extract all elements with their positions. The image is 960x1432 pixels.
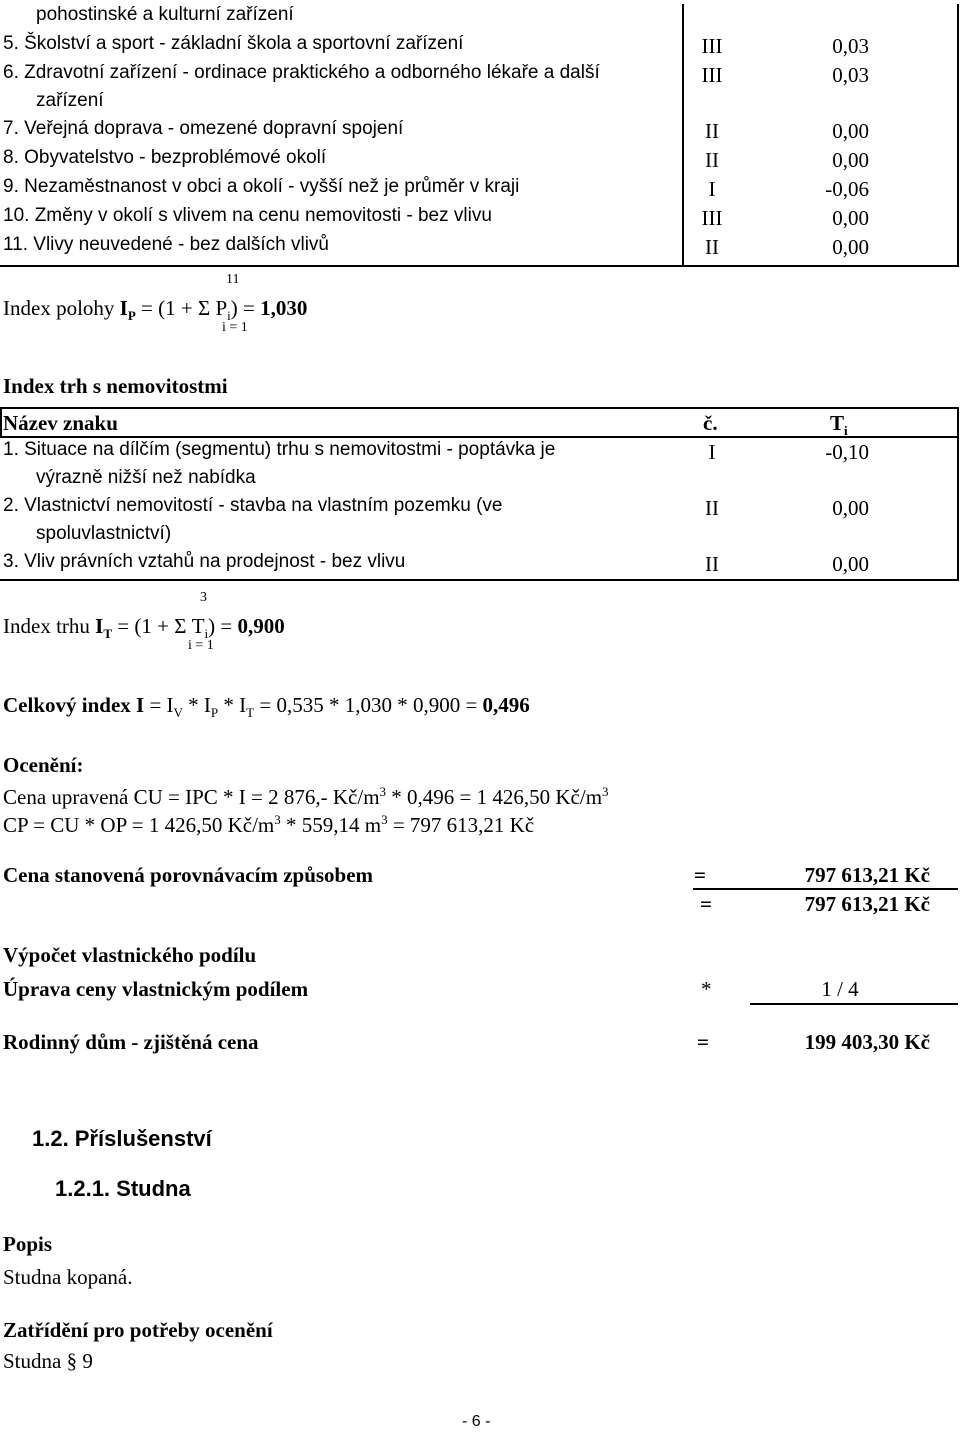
summary-value: 1 / 4 — [821, 977, 859, 1001]
oceneni-text: = 797 613,21 Kč — [387, 813, 535, 837]
popis-label: Popis — [3, 1232, 53, 1256]
formula-mid2: ) = — [230, 296, 261, 320]
market-row-name: 3. Vliv právních vztahů na prodejnost - bez vlivu — [3, 551, 406, 572]
oceneni-text: * 0,496 = 1 426,50 Kč/m — [386, 785, 603, 809]
sum-lower-limit: i = 1 — [188, 638, 214, 653]
superscript: 3 — [379, 784, 387, 799]
celkovy-part: * I — [182, 693, 211, 717]
oceneni-text: Cena upravená CU = IPC * I = 2 876,- Kč/m — [3, 785, 380, 809]
oceneni-line2 — [3, 812, 534, 838]
sum-upper-limit: 3 — [200, 590, 207, 605]
celkovy-part: = 0,535 * 1,030 * 0,900 = — [254, 693, 483, 717]
header-t-subscript: i — [844, 423, 848, 439]
market-row-name: 2. Vlastnictví nemovitostí - stavba na vlastním pozemku (ve — [3, 495, 503, 516]
summary-value: 199 403,30 Kč — [804, 1030, 930, 1054]
location-row-value: 0,00 — [832, 148, 869, 172]
section-heading: 1.2. Příslušenství — [32, 1126, 212, 1151]
oceneni-title: Ocenění: — [3, 753, 84, 777]
summary-value: 797 613,21 Kč — [804, 892, 930, 916]
index-trhu-text — [3, 614, 285, 642]
header-c: č. — [703, 411, 718, 435]
formula-p-subscript: i — [227, 308, 231, 324]
location-row-name: 10. Změny v okolí s vlivem na cenu nemovitosti - bez vlivu — [3, 205, 492, 226]
celkovy-label: Celkový index I — [3, 693, 145, 717]
location-row-name: 5. Školství a sport - základní škola a sportovní zařízení — [3, 33, 464, 54]
location-row-value: 0,00 — [832, 119, 869, 143]
index-trhu-value: 0,900 — [237, 614, 285, 638]
trh-section-title: Index trh s nemovitostmi — [3, 374, 228, 398]
market-row-value: 0,00 — [832, 496, 869, 520]
celkovy-sub-t: T — [246, 705, 255, 721]
formula-mid2: ) = — [208, 614, 238, 638]
summary-label: Cena stanovená porovnávacím způsobem — [3, 863, 374, 887]
formula-subscript: T — [103, 626, 113, 642]
location-row-value: 0,03 — [832, 34, 869, 58]
summary-operator: = — [700, 892, 712, 916]
location-row-class: I — [708, 177, 716, 201]
location-row-name: zařízení — [36, 90, 104, 111]
location-row-class: III — [701, 34, 723, 58]
celkovy-sub-v: V — [173, 705, 183, 721]
formula-t-subscript: i — [204, 626, 209, 642]
formula-mid: = (1 + — [112, 614, 175, 638]
celkovy-part: * I — [218, 693, 247, 717]
location-row-class: II — [705, 119, 719, 143]
location-row-class: II — [705, 235, 719, 259]
formula-mid: = (1 + — [135, 296, 198, 320]
location-row-class: III — [701, 63, 723, 87]
location-row-value: 0,03 — [832, 63, 869, 87]
index-polohy-text — [3, 296, 307, 324]
celkovy-sub-p: P — [210, 705, 219, 721]
celkovy-part: = I — [144, 693, 174, 717]
market-row-name-cont: spoluvlastnictví) — [36, 523, 172, 544]
oceneni-text: * 559,14 m — [280, 813, 382, 837]
zatrideni-label: Zatřídění pro potřeby ocenění — [3, 1318, 273, 1342]
superscript: 3 — [381, 812, 388, 827]
location-row-name: 9. Nezaměstnanost v obci a okolí - vyšší než je průměr v kraji — [3, 176, 520, 197]
zatrideni-text: Studna § 9 — [3, 1349, 93, 1373]
summary-label: Úprava ceny vlastnickým podílem — [3, 977, 309, 1001]
superscript: 3 — [274, 812, 281, 827]
market-row-class: I — [708, 440, 716, 464]
sum-upper-limit: 11 — [226, 272, 240, 287]
sum-lower-limit: i = 1 — [222, 320, 248, 335]
sigma-symbol: Σ — [197, 296, 211, 320]
popis-text: Studna kopaná. — [3, 1265, 133, 1289]
oceneni-line1 — [3, 784, 609, 810]
summary-operator: * — [701, 977, 712, 1001]
formula-t: T — [186, 614, 205, 638]
location-row-value: 0,00 — [832, 206, 869, 230]
header-name: Název znaku — [3, 411, 118, 435]
formula-prefix: Index trhu — [3, 614, 96, 638]
location-row-name: 11. Vlivy neuvedené - bez dalších vlivů — [3, 234, 329, 255]
location-row-value: -0,06 — [825, 177, 869, 201]
subsection-heading: 1.2.1. Studna — [55, 1176, 191, 1201]
location-row-value: 0,00 — [832, 235, 869, 259]
superscript: 3 — [602, 784, 609, 799]
formula-symbol: I — [95, 614, 104, 638]
header-t — [830, 411, 848, 439]
formula-symbol: I — [119, 296, 128, 320]
location-row-name: pohostinské a kulturní zařízení — [36, 4, 294, 25]
location-row-class: II — [705, 148, 719, 172]
market-row-value: -0,10 — [825, 440, 869, 464]
formula-prefix: Index polohy — [3, 296, 120, 320]
location-row-name: 6. Zdravotní zařízení - ordinace praktického a odborného lékaře a další — [3, 62, 600, 83]
summary-operator: = — [694, 863, 706, 887]
market-row-class: II — [705, 496, 719, 520]
location-row-name: 7. Veřejná doprava - omezené dopravní spojení — [3, 118, 404, 139]
location-row-class: III — [701, 206, 723, 230]
sigma-symbol: Σ — [174, 614, 187, 638]
summary-label: Rodinný dům - zjištěná cena — [3, 1030, 259, 1054]
summary-operator: = — [697, 1030, 709, 1054]
index-polohy-value: 1,030 — [260, 296, 308, 320]
celkovy-value: 0,496 — [482, 693, 530, 717]
summary-value: 797 613,21 Kč — [804, 863, 930, 887]
market-row-name-cont: výrazně nižší než nabídka — [36, 467, 256, 488]
summary-label: Výpočet vlastnického podílu — [3, 943, 257, 967]
formula-subscript: P — [127, 308, 136, 324]
market-row-name: 1. Situace na dílčím (segmentu) trhu s nemovitostmi - poptávka je — [3, 439, 556, 460]
header-t-letter: T — [830, 411, 845, 435]
market-row-value: 0,00 — [832, 552, 869, 576]
market-row-class: II — [705, 552, 719, 576]
celkovy-index — [3, 693, 530, 721]
formula-p: P — [210, 296, 228, 320]
oceneni-text: CP = CU * OP = 1 426,50 Kč/m — [3, 813, 275, 837]
page-number: - 6 - — [462, 1413, 491, 1430]
location-row-name: 8. Obyvatelstvo - bezproblémové okolí — [3, 147, 327, 168]
